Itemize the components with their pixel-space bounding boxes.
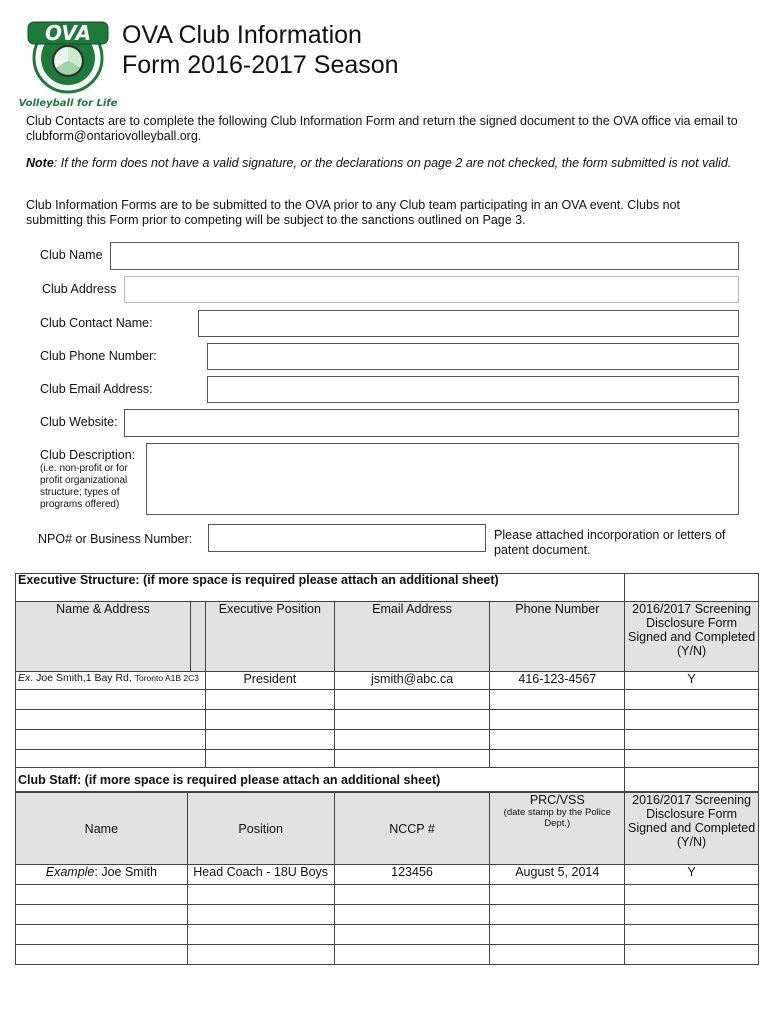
table-row[interactable]: [16, 905, 759, 925]
submission-paragraph: Club Information Forms are to be submitted to the OVA prior to any Club team participating in an OVA event. Clubs not submitting this Form prior to competing will be subject to the sanctions outlined on Page 3.: [26, 198, 681, 227]
intro-paragraph: Club Contacts are to complete the following Club Information Form and return the signed document to the OVA office via email to clubform@ontariovolleyball.org.: [26, 114, 738, 143]
executive-table: [15, 573, 759, 792]
club-address-label: Club Address: [42, 282, 117, 296]
exec-header-screening: 2016/2017 Screening Disclosure Form Signed and Completed (Y/N): [625, 602, 759, 672]
staff-heading: Club Staff: (if more space is required please attach an additional sheet): [16, 768, 625, 792]
logo-tagline: Volleyball for Life: [18, 98, 118, 109]
npo-label: NPO# or Business Number:: [38, 532, 193, 546]
club-name-input[interactable]: [110, 242, 739, 270]
phone-label: Club Phone Number:: [40, 349, 157, 363]
table-row[interactable]: [16, 945, 759, 965]
npo-input[interactable]: [208, 524, 486, 552]
table-row[interactable]: [16, 710, 759, 730]
contact-name-label: Club Contact Name:: [40, 316, 153, 330]
staff-header-name: Name: [16, 793, 188, 865]
staff-header-screening: 2016/2017 Screening Disclosure Form Signed and Completed (Y/N): [625, 793, 759, 865]
staff-header-position: Position: [187, 793, 334, 865]
website-input[interactable]: [124, 409, 739, 437]
exec-header-email: Email Address: [334, 602, 490, 672]
exec-header-phone: Phone Number: [490, 602, 625, 672]
club-name-label: Club Name: [40, 248, 103, 262]
staff-header-nccp: NCCP #: [334, 793, 490, 865]
phone-input[interactable]: [207, 343, 739, 370]
ova-logo: [18, 14, 118, 110]
exec-header-position: Executive Position: [205, 602, 334, 672]
email-input[interactable]: [207, 376, 739, 403]
exec-header-name: Name & Address: [16, 602, 191, 672]
table-row[interactable]: [16, 750, 759, 768]
description-hint: (i.e. non-profit or for profit organizational structure; types of programs offered): [40, 463, 128, 510]
table-row: Ex. Joe Smith,1 Bay Rd, Toronto A1B 2C3 President jsmith@abc.ca 416-123-4567 Y: [16, 672, 759, 690]
logo-ova-text: OVA: [45, 21, 91, 45]
description-label: Club Description:: [40, 448, 136, 462]
table-row[interactable]: [16, 885, 759, 905]
page-title: OVA Club Information Form 2016-2017 Season: [122, 21, 399, 79]
website-label: Club Website:: [40, 415, 118, 429]
table-row[interactable]: [16, 925, 759, 945]
staff-table: [15, 792, 759, 965]
table-row: Example: Joe Smith Head Coach - 18U Boys 123456 August 5, 2014 Y: [16, 865, 759, 885]
club-address-input[interactable]: [124, 276, 739, 303]
note-paragraph: Note: If the form does not have a valid signature, or the declarations on page 2 are not checked, the form submitted is not valid.: [26, 156, 732, 170]
email-label: Club Email Address:: [40, 382, 153, 396]
contact-name-input[interactable]: [198, 310, 739, 337]
table-row[interactable]: [16, 690, 759, 710]
table-row[interactable]: [16, 730, 759, 750]
staff-header-prc: PRC/VSS (date stamp by the Police Dept.): [490, 793, 625, 865]
description-input[interactable]: [146, 443, 739, 515]
npo-note: Please attached incorporation or letters of patent document.: [494, 528, 726, 557]
executive-heading: Executive Structure: (if more space is required please attach an additional sheet): [16, 574, 625, 602]
